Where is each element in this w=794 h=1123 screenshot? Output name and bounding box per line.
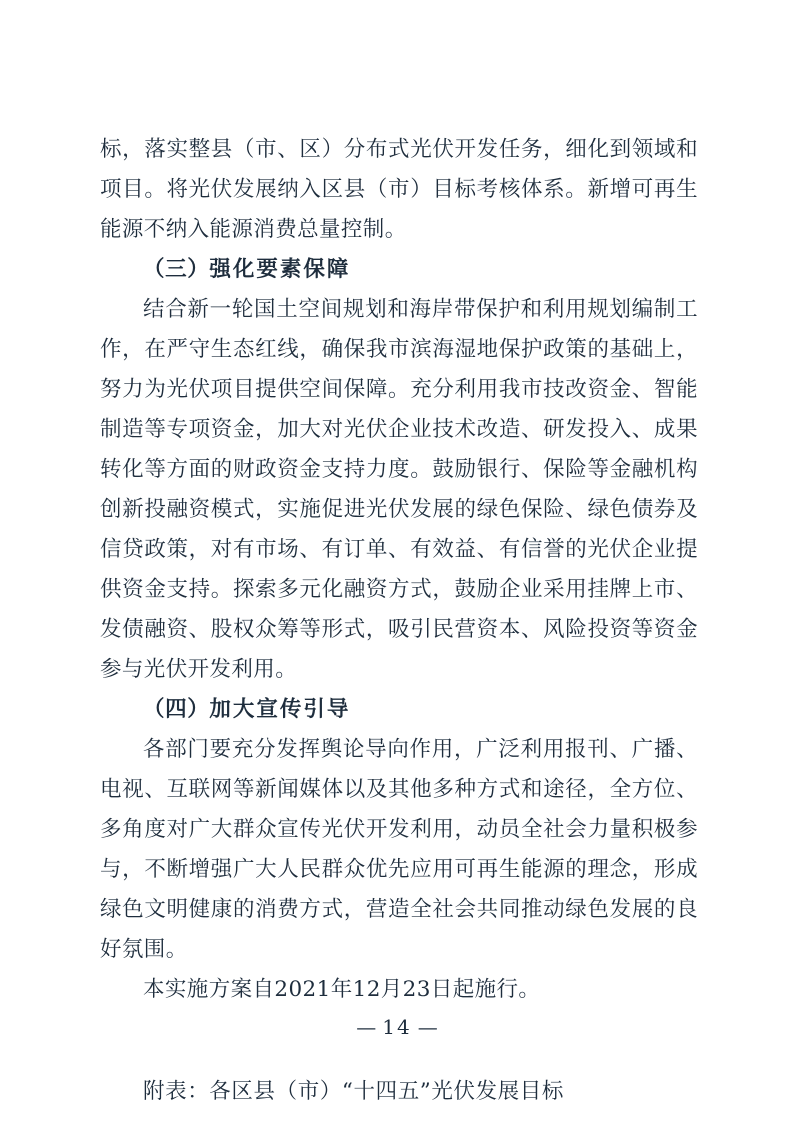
page-footer xyxy=(0,1015,794,1039)
section-heading-four-number: （四） xyxy=(143,697,210,722)
paragraph-continued: 标，落实整县（市、区）分布式光伏开发任务，细化到领域和项目。将光伏发展纳入区县（市）目标考核体系。新增可再生能源不纳入能源消费总量控制。 xyxy=(100,137,698,242)
document-body xyxy=(100,130,698,1112)
section-heading-three-title: 强化要素保障 xyxy=(209,257,351,282)
paragraph-effective-date: 本实施方案自2021年12月23日起施行。 xyxy=(143,977,541,1002)
paragraph-attachment-list: 附表：各区县（市）“十四五”光伏发展目标 xyxy=(143,1078,564,1104)
section-heading-three xyxy=(100,250,698,290)
footer-left-dash: — xyxy=(356,1015,377,1039)
section-heading-four-title: 加大宣传引导 xyxy=(209,697,351,722)
page-number: 14 xyxy=(382,1015,412,1039)
paragraph-section-three-body: 结合新一轮国土空间规划和海岸带保护和利用规划编制工作，在严守生态红线，确保我市滨海湿地保护政策的基础上，努力为光伏项目提供空间保障。充分利用我市技改资金、智能制造等专项资金，加大对光伏企业技术改造、研发投入、成果转化等方面的财政资金支持力度。鼓励银行、保险等金融机构创新投融资模式，实施促进光伏发展的绿色保险、绿色债券及信贷政策，对有市场、有订单、有效益、有信誉的光伏企业提供资金支持。探索多元化融资方式，鼓励企业采用挂牌上市、发债融资、股权众筹等形式，吸引民营资本、风险投资等资金参与光伏开发利用。 xyxy=(100,297,698,682)
section-heading-four xyxy=(100,690,698,730)
section-heading-three-number: （三） xyxy=(143,257,210,282)
footer-right-dash: — xyxy=(417,1015,438,1039)
paragraph-section-four-body: 各部门要充分发挥舆论导向作用，广泛利用报刊、广播、电视、互联网等新闻媒体以及其他多种方式和途径，全方位、多角度对广大群众宣传光伏开发利用，动员全社会力量积极参与，不断增强广大人民群众优先应用可再生能源的理念，形成绿色文明健康的消费方式，营造全社会共同推动绿色发展的良好氛围。 xyxy=(100,737,698,962)
